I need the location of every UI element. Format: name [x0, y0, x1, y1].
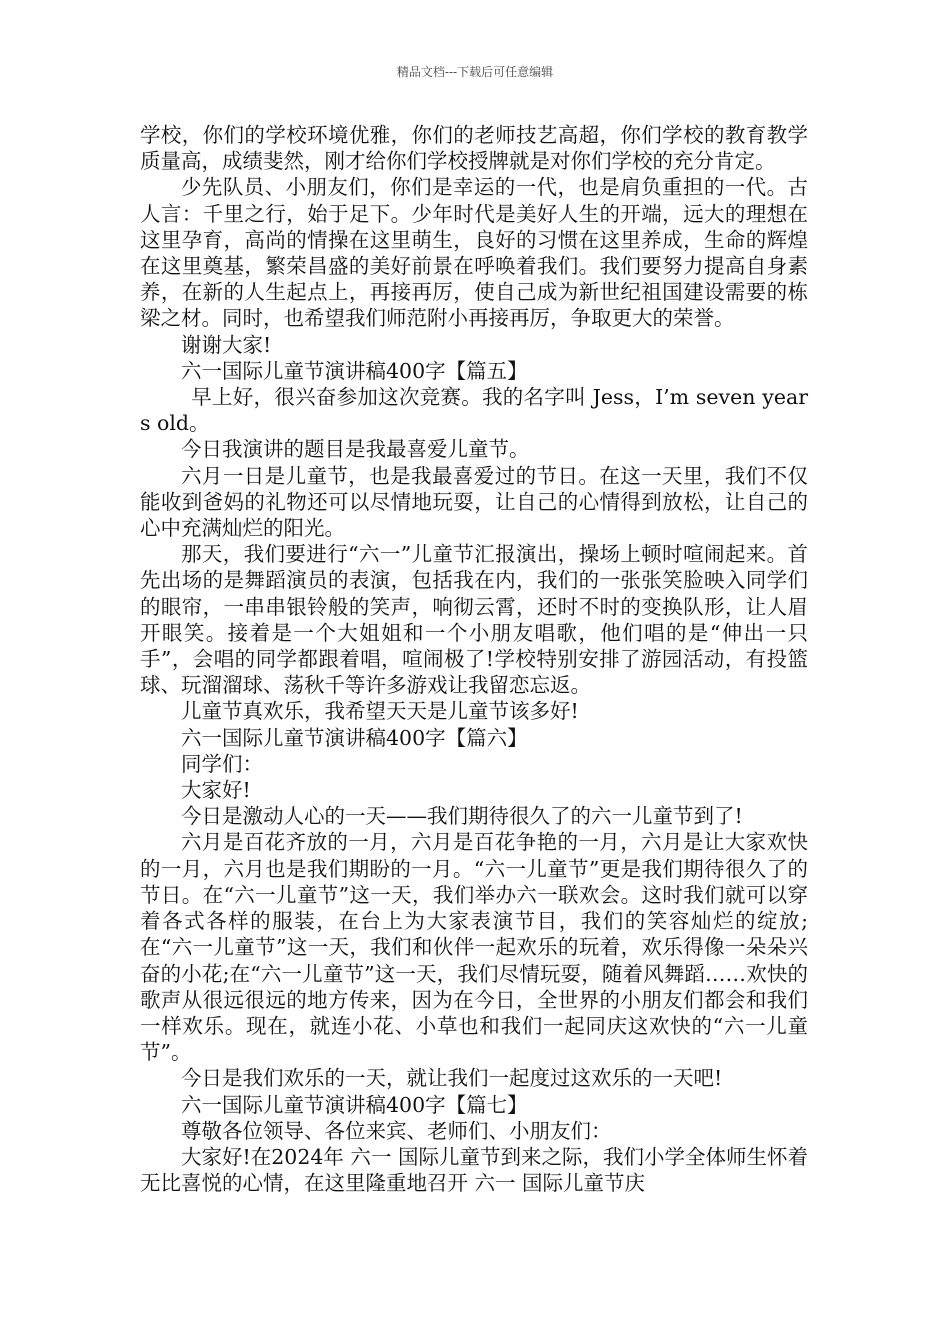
paragraph: 学校，你们的学校环境优雅，你们的老师技艺高超，你们学校的教育教学质量高，成绩斐然，刚才给你们学校授牌就是对你们学校的充分肯定。: [140, 123, 808, 174]
paragraph: 早上好，很兴奋参加这次竞赛。我的名字叫 Jess，I’m seven years old。: [140, 385, 808, 436]
paragraph: 谢谢大家!: [181, 332, 272, 357]
paragraph: 六一国际儿童节演讲稿400字【篇六】: [181, 725, 528, 750]
paragraph: 儿童节真欢乐，我希望天天是儿童节该多好!: [181, 699, 579, 724]
paragraph: 六一国际儿童节演讲稿400字【篇七】: [181, 1092, 528, 1117]
paragraph: 那天，我们要进行“六一”儿童节汇报演出，操场上顿时喧闹起来。首先出场的是舞蹈演员的表演，包括我在内，我们的一张张笑脸映入同学们的眼帘，一串串银铃般的笑声，响彻云霄，还时不时的变换队形，让人眉开眼笑。接着是一个大姐姐和一个小朋友唱歌，他们唱的是“伸出一只手”，会唱的同学都跟着唱，喧闹极了!学校特别安排了游园活动，有投篮球、玩溜溜球、荡秋千等许多游戏让我留恋忘返。: [140, 542, 808, 698]
paragraph: 大家好!在2024年 六一 国际儿童节到来之际，我们小学全体师生怀着无比喜悦的心情，在这里隆重地召开 六一 国际儿童节庆: [140, 1144, 808, 1196]
document-body: [140, 122, 808, 1196]
paragraph: 今日是激动人心的一天——我们期待很久了的六一儿童节到了!: [181, 804, 743, 829]
page-header: 精品文档---下载后可任意编辑: [396, 65, 554, 79]
paragraph: 六月是百花齐放的一月，六月是百花争艳的一月，六月是让大家欢快的一月，六月也是我们期盼的一月。“六一儿童节”更是我们期待很久了的节日。在“六一儿童节”这一天，我们举办六一联欢会。这时我们就可以穿着各式各样的服装，在台上为大家表演节目，我们的笑容灿烂的绽放;在“六一儿童节”这一天，我们和伙伴一起欢乐的玩着，欢乐得像一朵朵兴奋的小花;在“六一儿童节”这一天，我们尽情玩耍，随着风舞蹈……欢快的歌声从很远很远的地方传来，因为在今日，全世界的小朋友们都会和我们一样欢乐。现在，就连小花、小草也和我们一起同庆这欢快的“六一儿童节”。: [140, 830, 808, 1065]
paragraph: 尊敬各位领导、各位来宾、老师们、小朋友们：: [181, 1118, 612, 1143]
paragraph: 六一国际儿童节演讲稿400字【篇五】: [181, 358, 528, 383]
paragraph: 今日是我们欢乐的一天，就让我们一起度过这欢乐的一天吧!: [181, 1066, 723, 1091]
paragraph: 六月一日是儿童节，也是我最喜爱过的节日。在这一天里，我们不仅能收到爸妈的礼物还可以尽情地玩耍，让自己的心情得到放松，让自己的心中充满灿烂的阳光。: [140, 463, 808, 541]
paragraph: 少先队员、小朋友们，你们是幸运的一代，也是肩负重担的一代。古人言：千里之行，始于足下。少年时代是美好人生的开端，远大的理想在这里孕育，高尚的情操在这里萌生，良好的习惯在这里养成，生命的辉煌在这里奠基，繁荣昌盛的美好前景在呼唤着我们。我们要努力提高自身素养，在新的人生起点上，再接再厉，使自己成为新世纪祖国建设需要的栋梁之材。同时，也希望我们师范附小再接再厉，争取更大的荣誉。: [140, 175, 808, 331]
paragraph: 今日我演讲的题目是我最喜爱儿童节。: [181, 437, 530, 462]
paragraph: 同学们：: [181, 751, 263, 776]
paragraph: 大家好!: [181, 778, 251, 803]
